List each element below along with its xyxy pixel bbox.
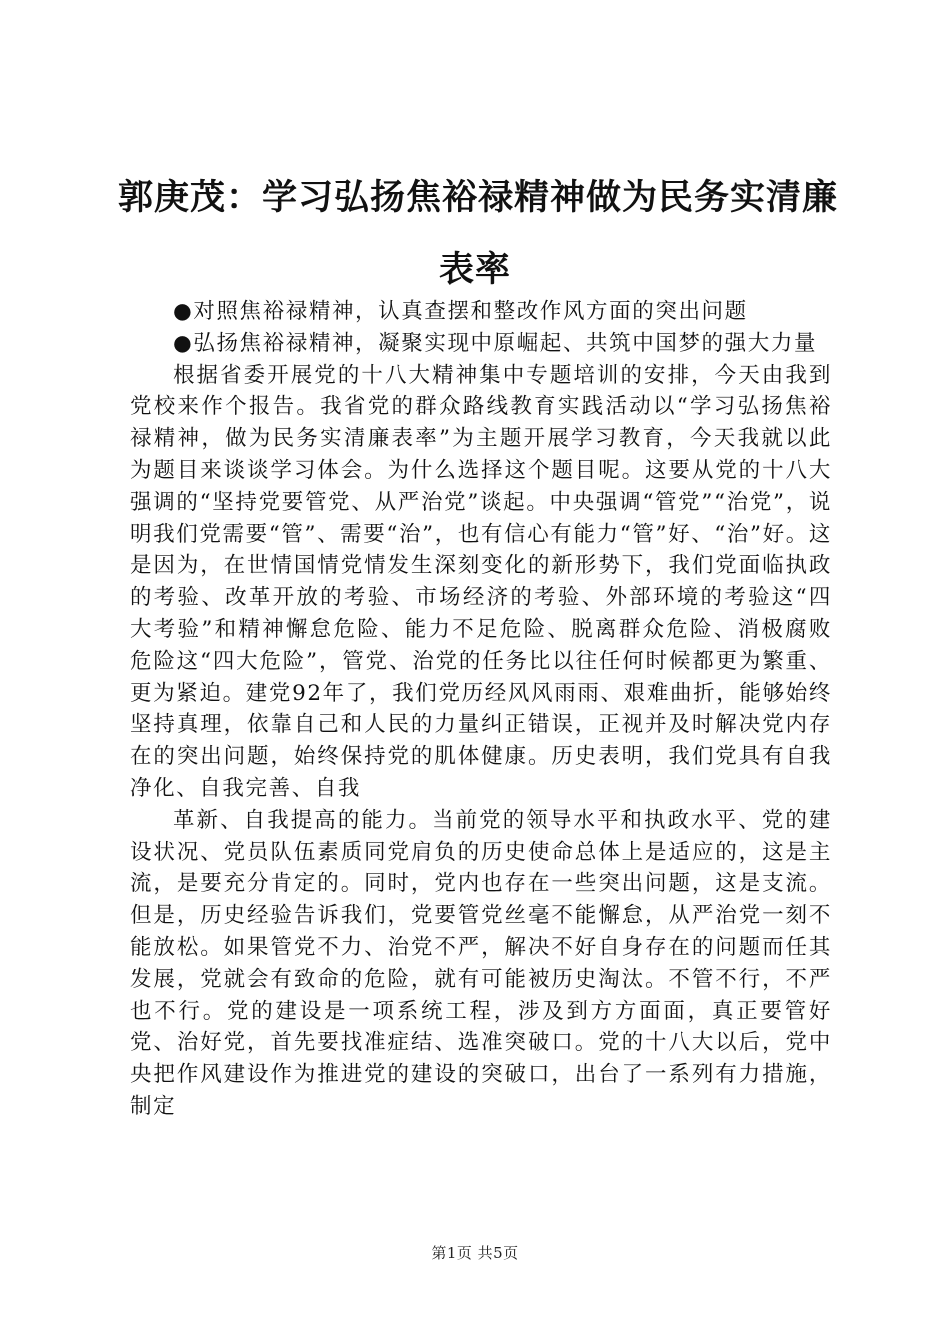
document-body (130, 296, 832, 1123)
bullet-point-2: ●弘扬焦裕禄精神，凝聚实现中原崛起、共筑中国梦的强大力量 (173, 330, 818, 356)
document-title (118, 162, 839, 306)
page-number-footer: 第1页 共5页 (431, 1244, 519, 1262)
bullet-point-1: ●对照焦裕禄精神，认真查摆和整改作风方面的突出问题 (173, 299, 748, 324)
paragraph-2: 革新、自我提高的能力。当前党的领导水平和执政水平、党的建设状况、党员队伍素质同党肩负的历史使命总体上是适应的，这是主流，是要充分肯定的。同时，党内也存在一些突出问题，这是支流。但是，历史经验告诉我们，党要管党丝毫不能懈怠，从严治党一刻不能放松。如果管党不力、治党不严，解决不好自身存在的问题而任其发展，党就会有致命的危险，就有可能被历史淘汰。不管不行，不严也不行。党的建设是一项系统工程，涉及到方方面面，真正要管好党、治好党，首先要找准症结、选准突破口。党的十八大以后，党中央把作风建设作为推进党的建设的突破口，出台了一系列有力措施，制定 (130, 807, 832, 1119)
paragraph-1: 根据省委开展党的十八大精神集中专题培训的安排，今天由我到党校来作个报告。我省党的群众路线教育实践活动以“学习弘扬焦裕禄精神，做为民务实清廉表率”为主题开展学习教育，今天我就以此为题目来谈谈学习体会。为什么选择这个题目呢。这要从党的十八大强调的“坚持党要管党、从严治党”谈起。中央强调“管党”“治党”，说明我们党需要“管”、需要“治”，也有信心有能力“管”好、“治”好。这是因为，在世情国情党情发生深刻变化的新形势下，我们党面临执政的考验、改革开放的考验、市场经济的考验、外部环境的考验这“四大考验”和精神懈怠危险、能力不足危险、脱离群众危险、消极腐败危险这“四大危险”，管党、治党的任务比以往任何时候都更为繁重、更为紧迫。建党92年了，我们党历经风风雨雨、艰难曲折，能够始终坚持真理，依靠自己和人民的力量纠正错误，正视并及时解决党内存在的突出问题，始终保持党的肌体健康。历史表明，我们党具有自我净化、自我完善、自我 (130, 362, 832, 801)
title-line-2: 表率 (438, 250, 511, 290)
title-line-1: 郭庚茂：学习弘扬焦裕禄精神做为民务实清廉 (118, 178, 839, 218)
